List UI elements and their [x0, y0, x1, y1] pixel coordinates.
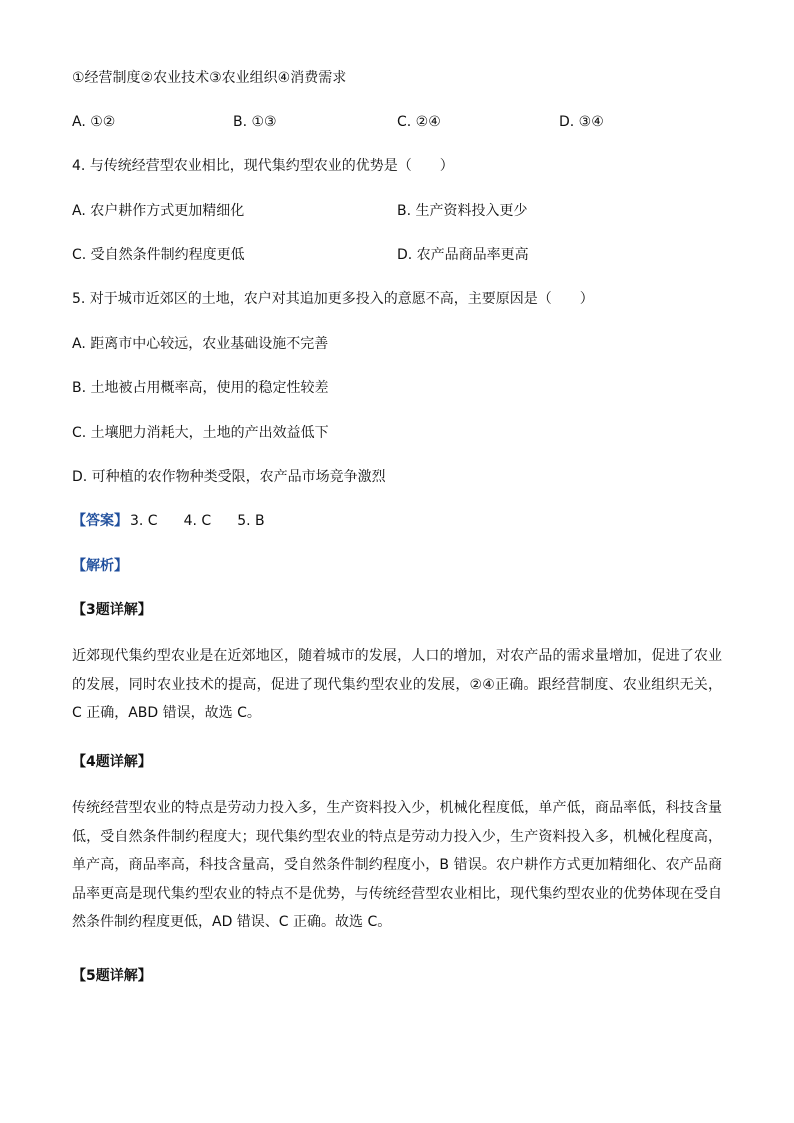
detail3-text: 近郊现代集约型农业是在近郊地区，随着城市的发展，人口的增加，对农产品的需求量增加，促进了农业的发展，同时农业技术的提高，促进了现代集约型农业的发展，②④正确。跟经营制度、农业组织无关，C 正确，ABD 错误，故选 C。 [72, 648, 722, 721]
q5-choice-a: A. 距离市中心较远，农业基础设施不完善 [72, 336, 329, 352]
q3-choice-c: C. ②④ [397, 114, 441, 130]
q3-choice-d: D. ③④ [559, 114, 604, 130]
q4-question: 4. 与传统经营型农业相比，现代集约型农业的优势是（ ） [72, 158, 454, 174]
q5-question: 5. 对于城市近郊区的土地，农户对其追加更多投入的意愿不高，主要原因是（ ） [72, 291, 594, 307]
detail4-heading: 【4题详解】 [72, 754, 152, 770]
answer-line [72, 511, 291, 531]
q4-choice-c: C. 受自然条件制约程度更低 [72, 247, 245, 263]
q4-choice-b: B. 生产资料投入更少 [397, 203, 528, 219]
answer-item: 3. C [130, 513, 158, 529]
q5-choice-d: D. 可种植的农作物种类受限，农产品市场竞争激烈 [72, 469, 386, 485]
detail4-text: 传统经营型农业的特点是劳动力投入多，生产资料投入少，机械化程度低，单产低，商品率低，科技含量低，受自然条件制约程度大；现代集约型农业的特点是劳动力投入少，生产资料投入多，机械化程度高，单产高，商品率高，科技含量高，受自然条件制约程度小，B 错误。农户耕作方式更加精细化、农产品商品率更高是现代集约型农业的特点不是优势，与传统经营型农业相比，现代集约型农业的优势体现在受自然条件制约程度更低，AD 错误、C 正确。故选 C。 [72, 800, 722, 930]
q4-choice-d: D. 农产品商品率更高 [397, 247, 529, 263]
q4-choice-a: A. 农户耕作方式更加精细化 [72, 203, 245, 219]
q3-stem-options: ①经营制度②农业技术③农业组织④消费需求 [72, 70, 347, 86]
answer-label: 【答案】 [72, 513, 128, 529]
analysis-label: 【解析】 [72, 558, 128, 574]
q3-choice-b: B. ①③ [233, 114, 277, 130]
q5-choice-c: C. 土壤肥力消耗大，土地的产出效益低下 [72, 425, 329, 441]
answer-item: 5. B [237, 513, 265, 529]
q3-choice-a: A. ①② [72, 114, 116, 130]
detail5-heading: 【5题详解】 [72, 968, 152, 984]
q5-choice-b: B. 土地被占用概率高，使用的稳定性较差 [72, 380, 329, 396]
detail3-heading: 【3题详解】 [72, 602, 152, 618]
answer-item: 4. C [183, 513, 212, 529]
